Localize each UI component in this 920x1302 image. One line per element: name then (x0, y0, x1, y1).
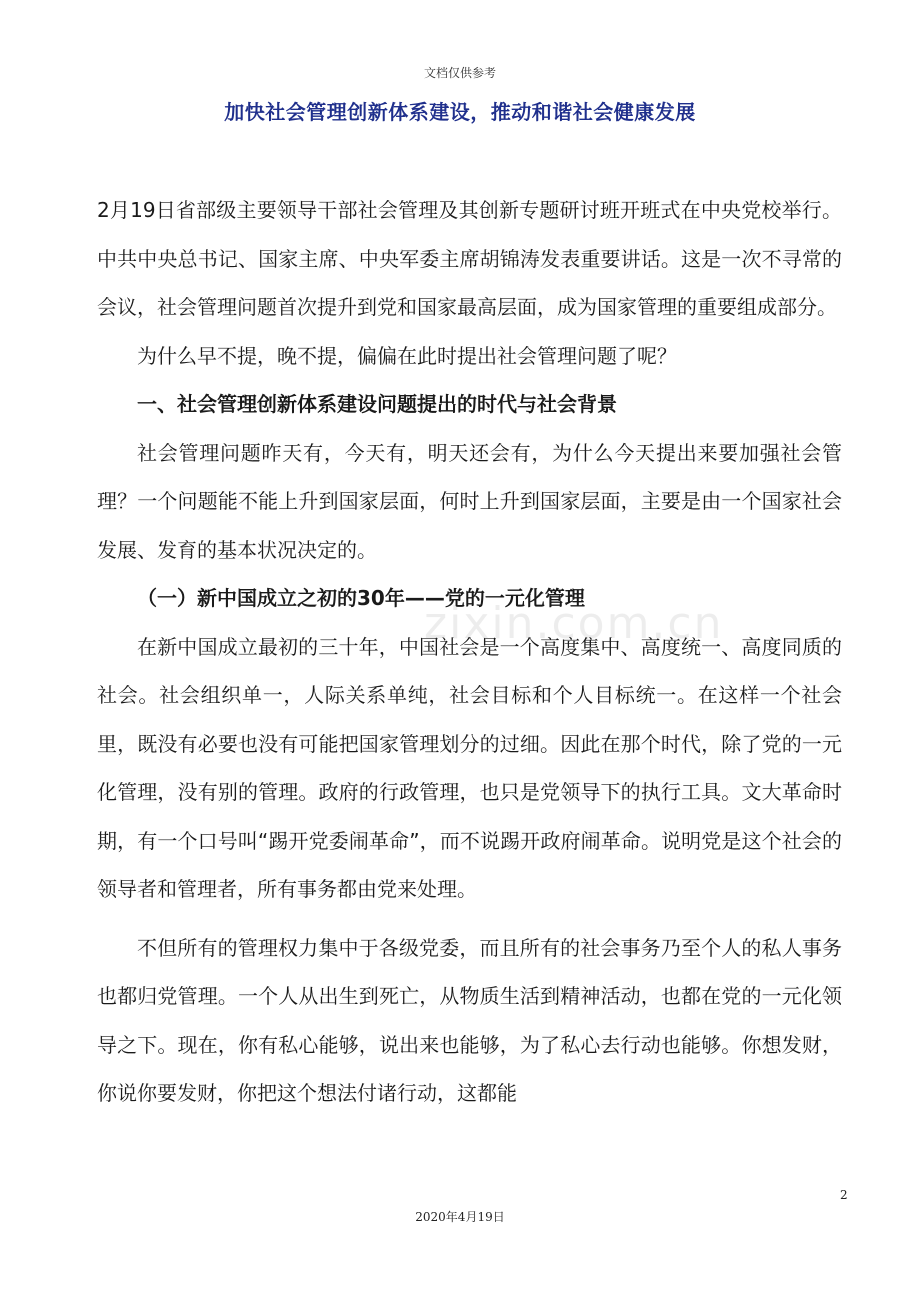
subsection-heading: （一）新中国成立之初的30年——党的一元化管理 (137, 586, 585, 610)
footer-date: 2020年4月19日 (415, 1210, 505, 1224)
paragraph-party-management: 不但所有的管理权力集中于各级党委，而且所有的社会事务乃至个人的私人事务也都归党管理。一个人从出生到死亡，从物质生活到精神活动，也都在党的一元化领导之下。现在，你有私心能够，说出来也能够，为了私心去行动也能够。你想发财，你说你要发财，你把这个想法付诸行动，这都能 (97, 935, 842, 1105)
header-note: 文档仅供参考 (423, 66, 496, 80)
page-number: 2 (840, 1188, 848, 1202)
document-title: 加快社会管理创新体系建设，推动和谐社会健康发展 (224, 100, 696, 124)
paragraph-background: 社会管理问题昨天有，今天有，明天还会有，为什么今天提出来要加强社会管理？一个问题能不能上升到国家层面，何时上升到国家层面，主要是由一个国家社会发展、发育的基本状况决定的。 (97, 440, 842, 562)
paragraph-question: 为什么早不提，晚不提，偏偏在此时提出社会管理问题了呢？ (137, 343, 677, 368)
watermark: zixin.com.cn (424, 598, 724, 649)
paragraph-intro: 2月19日省部级主要领导干部社会管理及其创新专题研讨班开班式在中央党校举行。中共中央总书记、国家主席、中央军委主席胡锦涛发表重要讲话。这是一次不寻常的会议，社会管理问题首次提升到党和国家最高层面，成为国家管理的重要组成部分。 (97, 198, 842, 319)
document-body (97, 186, 842, 1118)
section-heading: 一、社会管理创新体系建设问题提出的时代与社会背景 (137, 392, 617, 416)
paragraph-first-thirty-years: 在新中国成立最初的三十年，中国社会是一个高度集中、高度统一、高度同质的社会。社会组织单一，人际关系单纯，社会目标和个人目标统一。在这样一个社会里，既没有必要也没有可能把国家管理划分的过细。因此在那个时代，除了党的一元化管理，没有别的管理。政府的行政管理，也只是党领导下的执行工具。文大革命时期，有一个口号叫“踢开党委闹革命”，而不说踢开政府闹革命。说明党是这个社会的领导者和管理者，所有事务都由党来处理。 (97, 634, 842, 901)
